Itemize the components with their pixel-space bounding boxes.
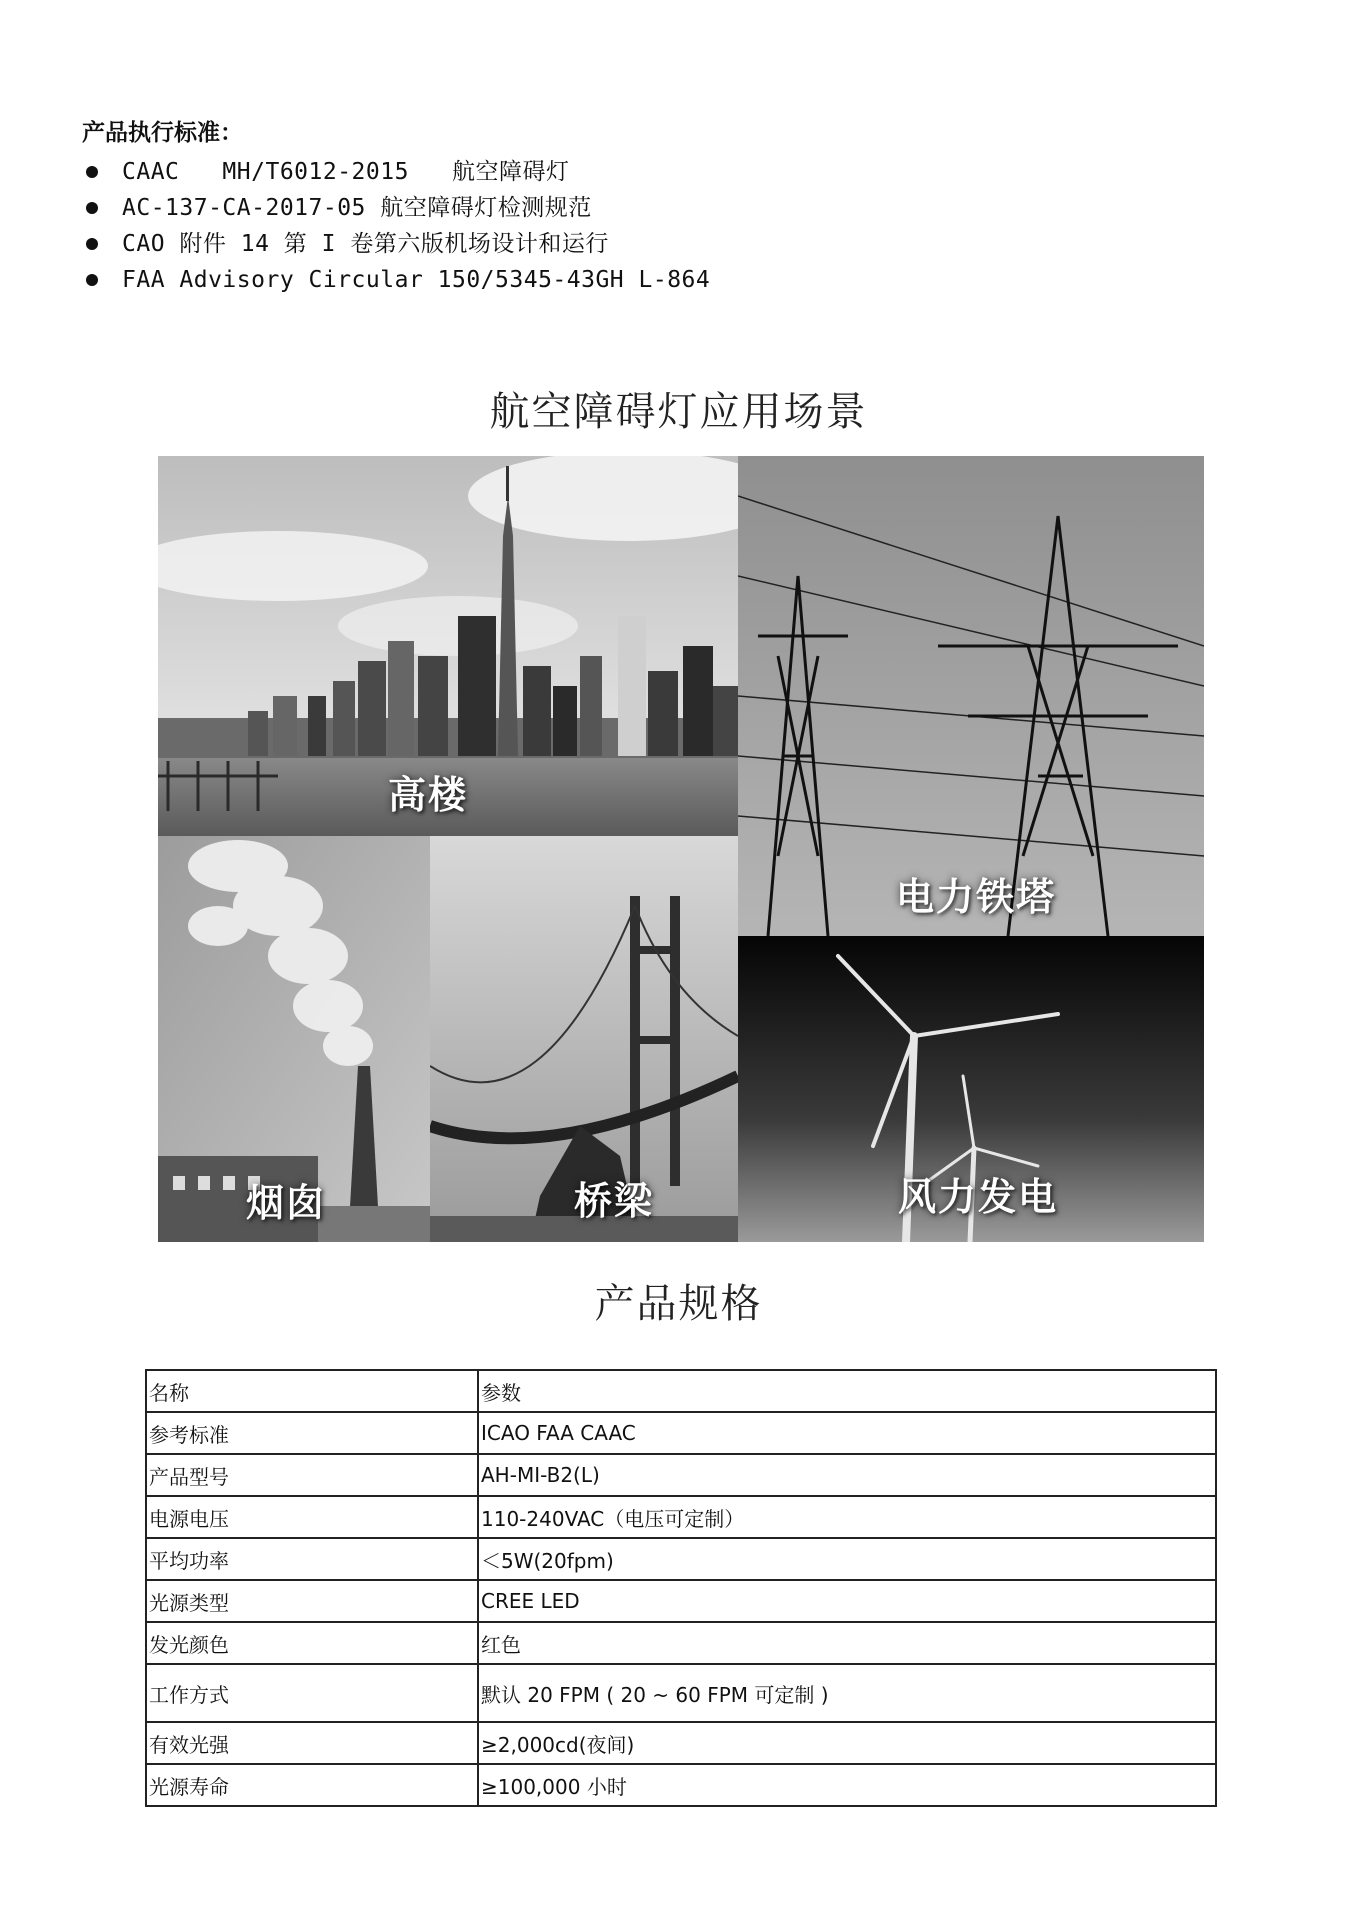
table-row: [146, 1722, 1216, 1764]
spec-value: ICAO FAA CAAC: [478, 1412, 1216, 1454]
standards-heading: 产品执行标准：: [82, 119, 243, 146]
towers-photo: [738, 456, 1204, 936]
bridge-label: 桥梁: [574, 1179, 655, 1223]
spec-name: 参考标准: [146, 1412, 478, 1454]
wind-photo: [738, 936, 1204, 1242]
wind-label: 风力发电: [898, 1175, 1059, 1219]
table-row: [146, 1454, 1216, 1496]
standards-list: [82, 154, 710, 298]
towers-label: 电力铁塔: [896, 875, 1057, 919]
spec-value: AH-MI-B2(L): [478, 1454, 1216, 1496]
spec-value: CREE LED: [478, 1580, 1216, 1622]
chimney-photo: [158, 836, 430, 1242]
table-row: [146, 1370, 1216, 1412]
application-collage: [158, 456, 1204, 1242]
standard-item: FAA Advisory Circular 150/5345-43GH L-864: [82, 262, 710, 298]
spec-name: 发光颜色: [146, 1622, 478, 1664]
spec-name: 工作方式: [146, 1664, 478, 1722]
bridge-photo: [430, 836, 738, 1242]
spec-value: 默认 20 FPM ( 20 ~ 60 FPM 可定制 ): [478, 1664, 1216, 1722]
spec-value: 红色: [478, 1622, 1216, 1664]
spec-name: 名称: [146, 1370, 478, 1412]
spec-name: 产品型号: [146, 1454, 478, 1496]
chimney-label: 烟囱: [246, 1181, 327, 1225]
buildings-label: 高楼: [388, 773, 469, 817]
table-row: [146, 1664, 1216, 1722]
standard-item: CAAC MH/T6012-2015 航空障碍灯: [82, 154, 710, 190]
spec-title: 产品规格: [594, 1281, 763, 1327]
spec-name: 光源寿命: [146, 1764, 478, 1806]
spec-name: 有效光强: [146, 1722, 478, 1764]
towers-image: [738, 456, 1204, 936]
spec-name: 平均功率: [146, 1538, 478, 1580]
spec-name: 电源电压: [146, 1496, 478, 1538]
standard-item: CAO 附件 14 第 I 卷第六版机场设计和运行: [82, 226, 710, 262]
table-row: [146, 1538, 1216, 1580]
spec-table: [145, 1369, 1217, 1807]
spec-value: ≥100,000 小时: [478, 1764, 1216, 1806]
table-row: [146, 1764, 1216, 1806]
table-row: [146, 1496, 1216, 1538]
spec-value: ＜5W(20fpm): [478, 1538, 1216, 1580]
table-row: [146, 1412, 1216, 1454]
standards-section: [82, 118, 710, 298]
scenes-title: 航空障碍灯应用场景: [489, 389, 868, 435]
spec-value: ≥2,000cd(夜间): [478, 1722, 1216, 1764]
spec-name: 光源类型: [146, 1580, 478, 1622]
table-row: [146, 1622, 1216, 1664]
buildings-photo: [158, 456, 738, 836]
table-row: [146, 1580, 1216, 1622]
standard-item: AC-137-CA-2017-05 航空障碍灯检测规范: [82, 190, 710, 226]
spec-value: 110-240VAC（电压可定制）: [478, 1496, 1216, 1538]
spec-value: 参数: [478, 1370, 1216, 1412]
